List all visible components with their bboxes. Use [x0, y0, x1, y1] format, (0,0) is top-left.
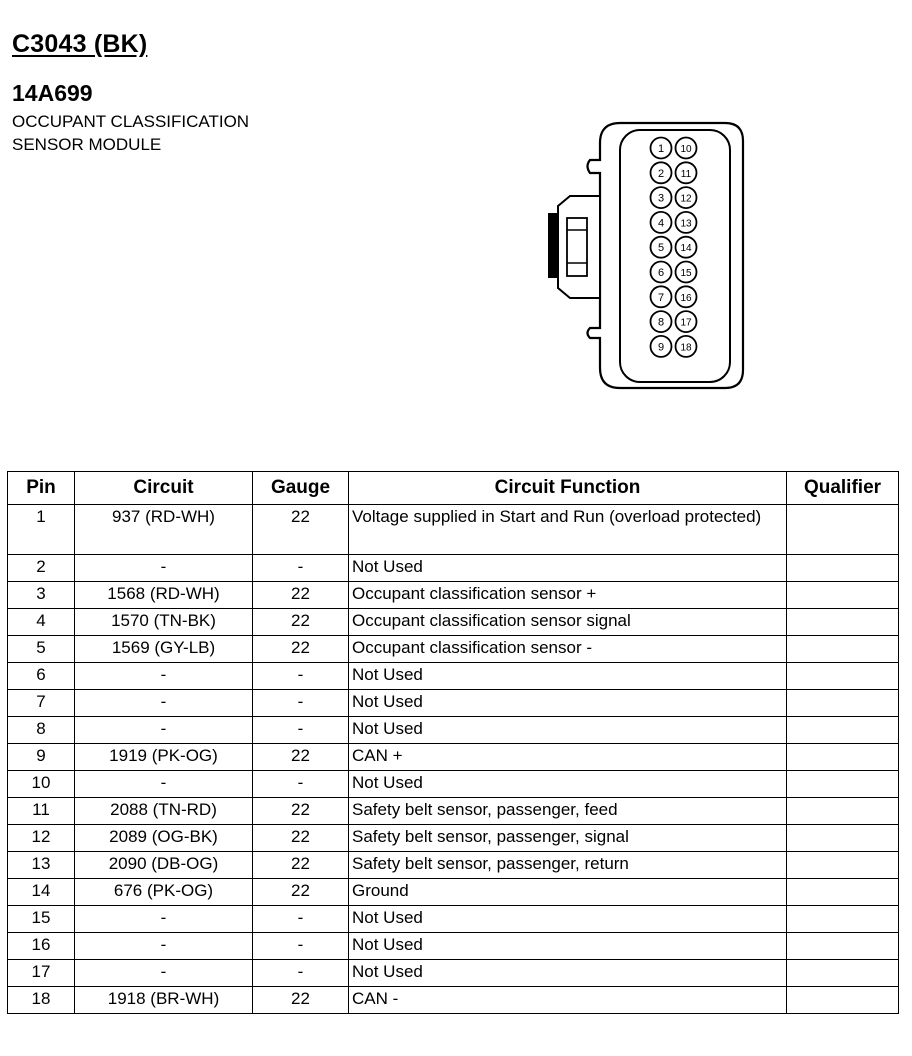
connector-latch [548, 196, 600, 298]
cell-qualifier [787, 879, 899, 906]
cell-gauge: 22 [253, 505, 349, 555]
cell-gauge: - [253, 960, 349, 987]
cell-circuit: 2088 (TN-RD) [75, 798, 253, 825]
cell-qualifier [787, 825, 899, 852]
pin-label-7: 7 [657, 291, 665, 304]
part-number: 14A699 [12, 80, 93, 106]
cell-circuit: 1919 (PK-OG) [75, 744, 253, 771]
cell-qualifier [787, 609, 899, 636]
cell-pin: 2 [8, 555, 75, 582]
cell-circuit: - [75, 690, 253, 717]
cell-circuit: 1568 (RD-WH) [75, 582, 253, 609]
table-row [8, 717, 899, 744]
connector-face-diagram [545, 118, 745, 393]
cell-circuit: 1569 (GY-LB) [75, 636, 253, 663]
table-row [8, 582, 899, 609]
col-header-pin: Pin [8, 472, 75, 505]
cell-circuit: 676 (PK-OG) [75, 879, 253, 906]
table-row [8, 825, 899, 852]
cell-circuit: 1918 (BR-WH) [75, 987, 253, 1014]
cell-circuit-function: Ground [349, 879, 787, 906]
cell-circuit-function: Safety belt sensor, passenger, return [349, 852, 787, 879]
cell-circuit: - [75, 555, 253, 582]
table-row [8, 852, 899, 879]
cell-pin: 14 [8, 879, 75, 906]
col-header-gauge: Gauge [253, 472, 349, 505]
cell-qualifier [787, 717, 899, 744]
pin-label-17: 17 [680, 317, 692, 329]
cell-circuit-function: Not Used [349, 771, 787, 798]
cell-gauge: - [253, 933, 349, 960]
cell-gauge: - [253, 663, 349, 690]
cell-qualifier [787, 744, 899, 771]
cell-gauge: - [253, 906, 349, 933]
table-row [8, 663, 899, 690]
cell-pin: 1 [8, 505, 75, 555]
pin-label-8: 8 [657, 316, 665, 329]
col-header-qualifier: Qualifier [787, 472, 899, 505]
cell-qualifier [787, 933, 899, 960]
table-header-row [8, 472, 899, 505]
cell-qualifier [787, 906, 899, 933]
cell-circuit-function: Not Used [349, 717, 787, 744]
cell-circuit: 2090 (DB-OG) [75, 852, 253, 879]
cell-circuit-function: Occupant classification sensor signal [349, 609, 787, 636]
cell-pin: 8 [8, 717, 75, 744]
cell-pin: 3 [8, 582, 75, 609]
col-header-circuit-function: Circuit Function [349, 472, 787, 505]
cell-pin: 15 [8, 906, 75, 933]
pin-cavities [651, 138, 697, 357]
cell-pin: 18 [8, 987, 75, 1014]
cell-qualifier [787, 852, 899, 879]
pin-label-14: 14 [680, 243, 692, 255]
cell-qualifier [787, 582, 899, 609]
cell-circuit-function: Occupant classification sensor + [349, 582, 787, 609]
table-row [8, 505, 899, 555]
cell-circuit-function: Not Used [349, 690, 787, 717]
cell-gauge: - [253, 555, 349, 582]
pin-label-15: 15 [680, 268, 692, 279]
table-row [8, 933, 899, 960]
table-row [8, 744, 899, 771]
table-row [8, 906, 899, 933]
cell-pin: 4 [8, 609, 75, 636]
pin-label-13: 13 [680, 218, 692, 230]
cell-pin: 6 [8, 663, 75, 690]
cell-circuit-function: CAN + [349, 744, 787, 771]
table-row [8, 879, 899, 906]
table-row [8, 798, 899, 825]
description-line-1: OCCUPANT CLASSIFICATION [12, 112, 250, 131]
cell-gauge: - [253, 690, 349, 717]
cell-circuit-function: Not Used [349, 906, 787, 933]
cell-pin: 10 [8, 771, 75, 798]
cell-pin: 9 [8, 744, 75, 771]
module-description [12, 110, 249, 156]
cell-gauge: 22 [253, 987, 349, 1014]
cell-gauge: 22 [253, 798, 349, 825]
pin-label-5: 5 [657, 242, 665, 255]
cell-gauge: 22 [253, 636, 349, 663]
description-line-2: SENSOR MODULE [12, 135, 162, 154]
table-row [8, 771, 899, 798]
cell-pin: 12 [8, 825, 75, 852]
cell-qualifier [787, 987, 899, 1014]
cell-circuit: - [75, 933, 253, 960]
cell-circuit-function: Occupant classification sensor - [349, 636, 787, 663]
cell-circuit-function: Not Used [349, 555, 787, 582]
pinout-table [7, 471, 899, 1014]
pin-label-6: 6 [657, 267, 665, 279]
pin-label-1: 1 [657, 143, 665, 155]
table-row [8, 555, 899, 582]
cell-pin: 5 [8, 636, 75, 663]
cell-qualifier [787, 771, 899, 798]
cell-qualifier [787, 690, 899, 717]
cell-qualifier [787, 636, 899, 663]
cell-gauge: - [253, 717, 349, 744]
cell-qualifier [787, 505, 899, 555]
cell-gauge: 22 [253, 744, 349, 771]
cell-gauge: - [253, 771, 349, 798]
table-row [8, 690, 899, 717]
table-row [8, 960, 899, 987]
col-header-circuit: Circuit [75, 472, 253, 505]
cell-circuit: - [75, 771, 253, 798]
pin-label-16: 16 [680, 292, 692, 304]
cell-circuit-function: Voltage supplied in Start and Run (overload protected) [349, 505, 787, 555]
pin-label-18: 18 [680, 342, 692, 354]
cell-circuit: 937 (RD-WH) [75, 505, 253, 555]
pin-label-11: 11 [680, 168, 692, 180]
pin-label-9: 9 [657, 341, 665, 354]
cell-circuit-function: Safety belt sensor, passenger, feed [349, 798, 787, 825]
pin-label-3: 3 [657, 192, 665, 205]
cell-gauge: 22 [253, 879, 349, 906]
cell-circuit: 1570 (TN-BK) [75, 609, 253, 636]
cell-circuit-function: Safety belt sensor, passenger, signal [349, 825, 787, 852]
cell-gauge: 22 [253, 609, 349, 636]
cell-pin: 7 [8, 690, 75, 717]
pin-label-12: 12 [680, 193, 692, 205]
table-row [8, 609, 899, 636]
cell-gauge: 22 [253, 825, 349, 852]
pin-label-2: 2 [657, 167, 665, 180]
table-row [8, 987, 899, 1014]
pin-label-10: 10 [680, 144, 692, 155]
cell-qualifier [787, 798, 899, 825]
cell-qualifier [787, 663, 899, 690]
cell-gauge: 22 [253, 582, 349, 609]
connector-id: C3043 (BK) [12, 30, 148, 58]
pin-label-4: 4 [657, 217, 665, 230]
cell-qualifier [787, 555, 899, 582]
cell-qualifier [787, 960, 899, 987]
cell-circuit-function: CAN - [349, 987, 787, 1014]
cell-pin: 16 [8, 933, 75, 960]
cell-circuit: - [75, 663, 253, 690]
cell-circuit-function: Not Used [349, 933, 787, 960]
cell-pin: 11 [8, 798, 75, 825]
table-row [8, 636, 899, 663]
cell-circuit-function: Not Used [349, 663, 787, 690]
cell-pin: 17 [8, 960, 75, 987]
cell-circuit: - [75, 960, 253, 987]
cell-circuit: - [75, 717, 253, 744]
cell-circuit: - [75, 906, 253, 933]
cell-circuit-function: Not Used [349, 960, 787, 987]
cell-gauge: 22 [253, 852, 349, 879]
cell-pin: 13 [8, 852, 75, 879]
cell-circuit: 2089 (OG-BK) [75, 825, 253, 852]
